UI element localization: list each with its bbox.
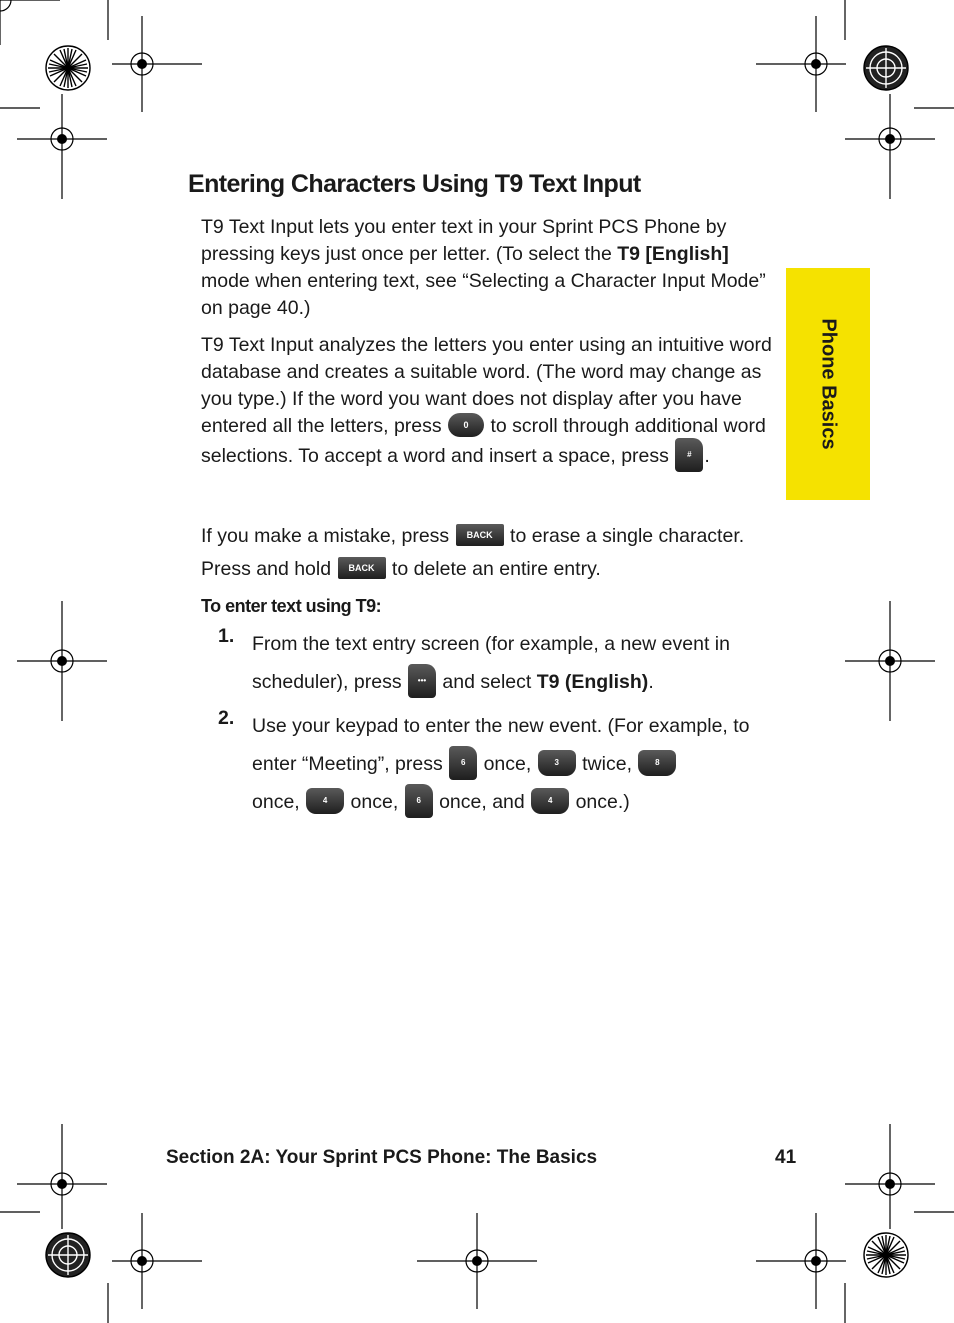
analysis-paragraph xyxy=(201,332,776,474)
step1-text-a: From the text entry screen (for example, a new event in scheduler), press xyxy=(252,633,730,693)
step-text xyxy=(252,707,782,821)
pound-space-key-icon: # xyxy=(675,438,703,472)
footer-section-title: Section 2A: Your Sprint PCS Phone: The Basics xyxy=(166,1147,598,1168)
step2-twice-text: twice, xyxy=(576,753,638,775)
back-key-icon: BACK xyxy=(338,557,386,579)
analysis-text-c: . xyxy=(704,445,710,468)
step2-once-and-text: once, and xyxy=(433,791,531,813)
side-tab-label: Phone Basics xyxy=(817,318,840,450)
four-key-icon: 4 xyxy=(306,788,344,814)
step2-once-text: once, xyxy=(345,791,404,813)
intro-text-b: mode when entering text, see “Selecting a Character Input Mode” on page 40.) xyxy=(201,270,766,319)
six-key-icon: 6 xyxy=(449,746,477,780)
intro-paragraph xyxy=(201,214,776,322)
page-number: 41 xyxy=(775,1147,797,1168)
four-key-icon: 4 xyxy=(531,788,569,814)
eight-key-icon: 8 xyxy=(638,750,676,776)
mistake-paragraph xyxy=(201,520,776,586)
step-text xyxy=(252,625,782,701)
menu-key-icon: ••• xyxy=(408,664,436,698)
step2-once-text: once, xyxy=(252,791,306,813)
t9-english-option: T9 (English) xyxy=(536,671,649,693)
step2-text-a: Use your keypad to enter the new event. (For example, to enter “Meeting”, press xyxy=(252,715,750,775)
step-number: 2. xyxy=(218,707,235,729)
step2-end-text: once.) xyxy=(570,791,630,813)
zero-next-key-icon: 0 xyxy=(448,413,484,437)
mistake-text-a: If you make a mistake, press xyxy=(201,525,455,547)
mistake-text-b: to erase a single character. Press and hold xyxy=(201,525,745,580)
page-heading: Entering Characters Using T9 Text Input xyxy=(188,170,641,198)
t9-english-mode-label: T9 [English] xyxy=(617,243,729,265)
step1-text-c: . xyxy=(648,671,654,693)
section-side-tab xyxy=(786,268,870,500)
analysis-text-b: to scroll through additional word selections. To accept a word and insert a space, press xyxy=(201,415,766,468)
back-key-icon: BACK xyxy=(456,524,504,546)
step1-text-b: and select xyxy=(436,671,537,693)
step2-once-text: once, xyxy=(478,753,537,775)
analysis-text-a: T9 Text Input analyzes the letters you enter using an intuitive word database and creates a suitable word. (The word may change as you type.) If the word you want does not display after you have entered all the letters, press xyxy=(201,334,772,437)
procedure-subheading: To enter text using T9: xyxy=(201,596,382,616)
six-key-icon: 6 xyxy=(405,784,433,818)
mistake-text-c: to delete an entire entry. xyxy=(386,558,601,580)
three-key-icon: 3 xyxy=(538,750,576,776)
step-number: 1. xyxy=(218,625,235,647)
intro-text-a: T9 Text Input lets you enter text in your Sprint PCS Phone by pressing keys just once per letter. (To select the xyxy=(201,216,727,265)
